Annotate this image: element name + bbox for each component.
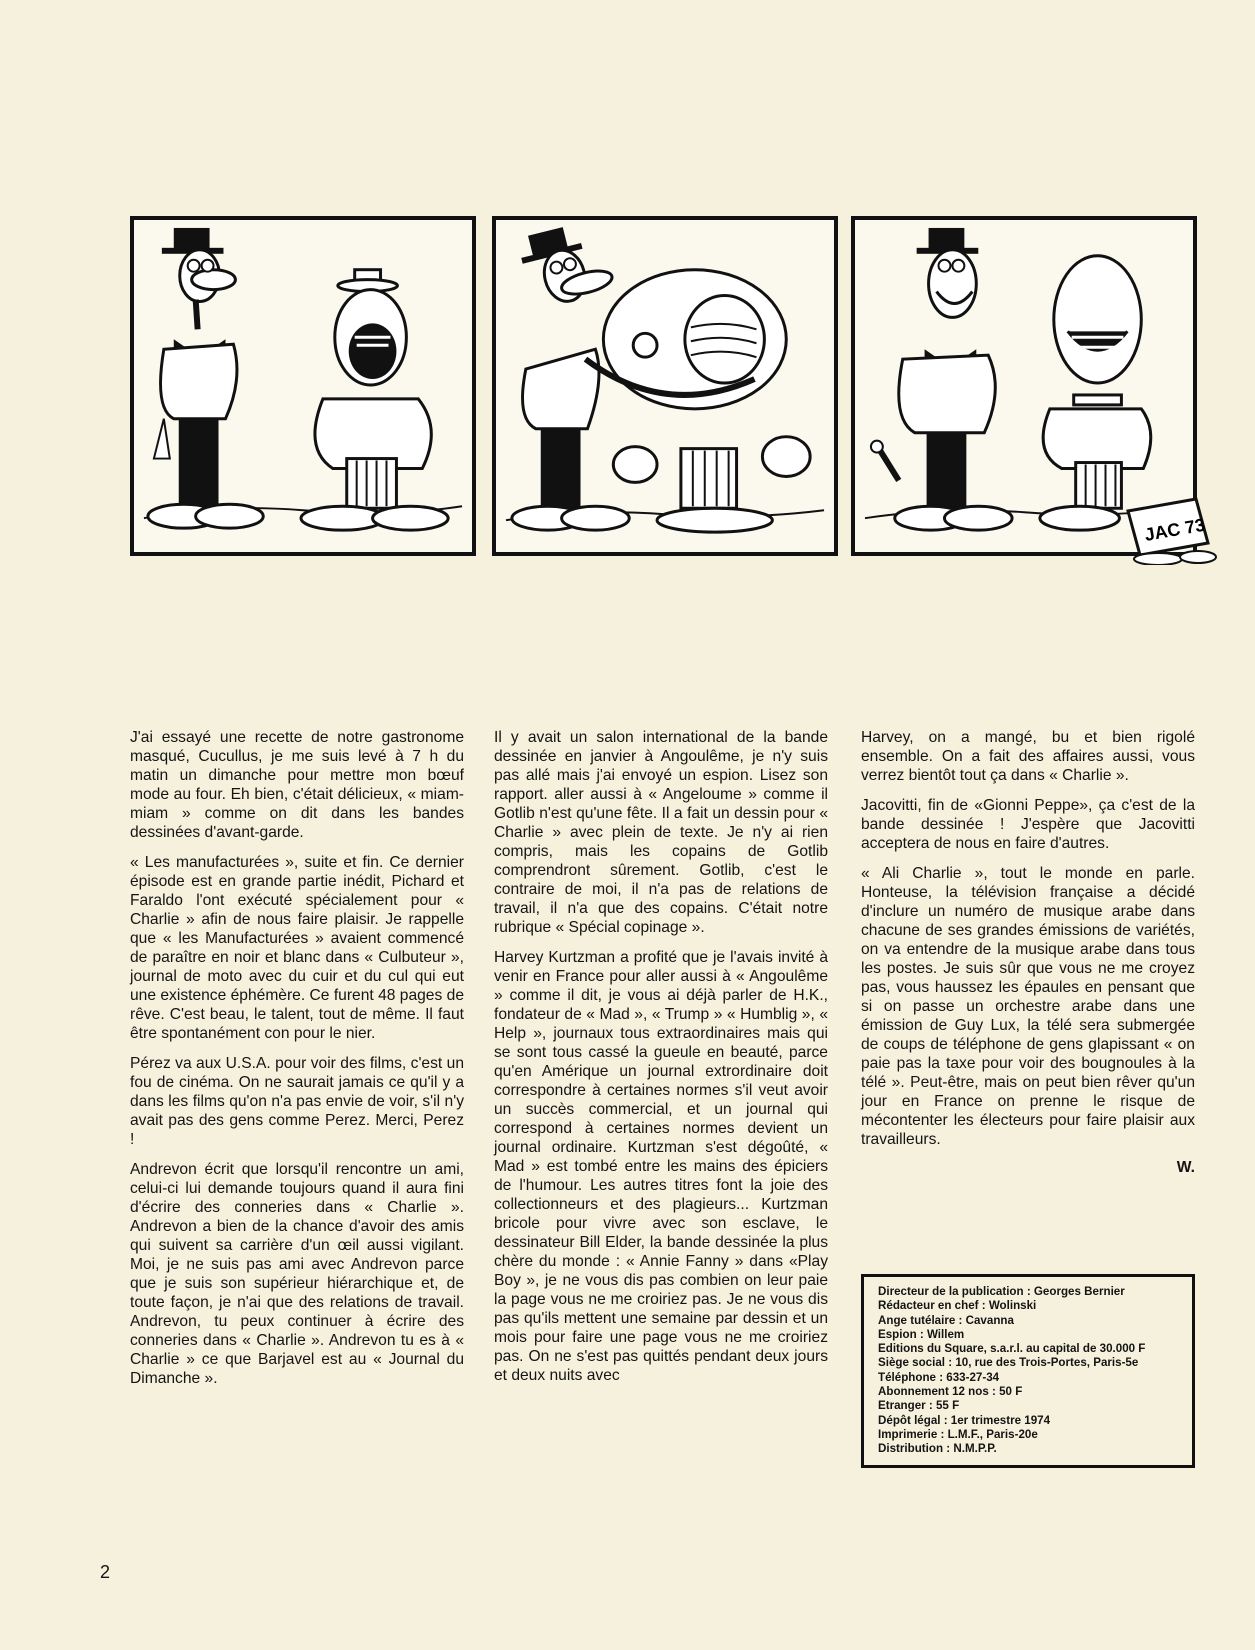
signature-text: JAC 73 xyxy=(1142,514,1207,545)
masthead-box xyxy=(861,1274,1195,1468)
comic-strip xyxy=(130,216,1220,576)
artist-signature xyxy=(1118,493,1218,565)
masthead-line: Imprimerie : L.M.F., Paris-20e xyxy=(878,1427,1038,1441)
masthead-line: Téléphone : 633-27-34 xyxy=(878,1370,1000,1384)
comic-panel-2 xyxy=(492,216,838,556)
paragraph: Harvey, on a mangé, bu et bien rigolé ensemble. On a fait des affaires aussi, vous verrez bientôt tout ça dans « Charlie ». xyxy=(861,729,1195,784)
paragraph: « Ali Charlie », tout le monde en parle. Honteuse, la télévision française a décidé d'inclure un numéro de musique arabe dans chacune de ses grandes émissions de variétés, on va entendre de la musique arabe dans tous les postes. Je suis sûr que vous ne me croyez pas, vous haussez les épaules en pensant que si on passe un orchestre arabe dans une émission de Guy Lux, la télé sera submergée de coups de téléphone de gens glapissant « on paie pas la taxe pour voir des bougnoules à la télé ». Peut-être, mais on peut bien rêver qu'un jour en France on prenne le risque de mécontenter les électeurs pour faire plaisir aux travailleurs. xyxy=(861,865,1195,1148)
masthead-line: Distribution : N.M.P.P. xyxy=(878,1442,997,1456)
paragraph: Jacovitti, fin de «Gionni Peppe», ça c'est de la bande dessinée ! J'espère que Jacovitti acceptera de nous en faire d'autres. xyxy=(861,797,1195,852)
masthead-line: Editions du Square, s.a.r.l. au capital de 30.000 F xyxy=(878,1342,1146,1356)
masthead-line: Etranger : 55 F xyxy=(878,1399,960,1413)
column-1 xyxy=(130,728,464,1399)
masthead-line: Rédacteur en chef : Wolinski xyxy=(878,1299,1037,1313)
paragraph: Pérez va aux U.S.A. pour voir des films, c'est un fou de cinéma. On ne saurait jamais ce qu'il y a dans les films qu'on n'a pas envie de voir, s'il n'y avait pas des gens comme Perez. Merci, Perez ! xyxy=(130,1055,464,1148)
paragraph: Andrevon écrit que lorsqu'il rencontre un ami, celui-ci lui demande toujours quand il aura fini d'écrire des conneries dans « Charlie ». Andrevon a bien de la chance d'avoir des amis qui suivent sa carrière d'un œil aussi vigilant. Moi, je ne suis pas ami avec Andrevon parce que je suis son supérieur hiérarchique et, de toute façon, je n'ai que des relations de travail. Andrevon, tu peux continuer à écrire des conneries dans « Charlie ». Andrevon tu es à « Charlie » ce que Barjavel est au « Journal du Dimanche ». xyxy=(130,1161,464,1387)
masthead-line: Directeur de la publication : Georges Bernier xyxy=(878,1285,1125,1298)
masthead-line: Abonnement 12 nos : 50 F xyxy=(878,1385,1023,1399)
paragraph: Harvey Kurtzman a profité que je l'avais invité à venir en France pour aller aussi à « Angoulême » comme il dit, je vous ai déjà parler de H.K., fondateur de « Mad », « Trump » « Humblig », « Help », journaux tous extraordinaires mais qui se sont tous cassé la gueule en beauté, parce qu'en Amérique un journal extrordinaire doit correspondre à certaines normes s'il veut avoir un succès commercial, et un journal qui correspond à certaines normes devient un journal ordinaire. Kurtzman s'est dégoûté, « Mad » est tombé entre les mains des épiciers de l'humour. Les autres titres font la joie des collectionneurs et des plagieurs... Kurtzman bricole pour vivre avec son esclave, le dessinateur Bill Elder, la bande dessinée la plus chère du monde : « Annie Fanny » dans «Play Boy », je ne vous dis pas combien on leur paie la page vous ne me croiriez pas. Je ne vous dis pas qu'ils mettent une semaine par dessin et un mois pour faire une page vous ne me croiriez pas. On ne s'est pas quittés pendant deux jours et deux nuits avec xyxy=(494,949,828,1384)
paragraph: Il y avait un salon international de la bande dessinée en janvier à Angoulême, je n'y suis pas allé mais j'ai envoyé un espion. Lisez son rapport. aller aussi à « Angeloume » comme il Gotlib n'est qu'une fête. Il a fait un dessin pour « Charlie » avec plein de texte. Je n'y ai rien compris, mais les copains de Gotlib comprendront sûrement. Gotlib, c'est le contraire de moi, il n'a pas de relations de travail, il n'a que des copains. C'était notre rubrique « Spécial copinage ». xyxy=(494,729,828,936)
panel-2-drawing xyxy=(496,220,834,552)
panel-1-drawing xyxy=(134,220,472,552)
column-2 xyxy=(494,728,828,1396)
column-3 xyxy=(861,728,1195,1177)
article-columns xyxy=(130,728,1220,1528)
page-number: 2 xyxy=(100,1562,111,1582)
paragraph: J'ai essayé une recette de notre gastronome masqué, Cucullus, je me suis levé à 7 h du matin un dimanche pour mettre mon bœuf mode au four. Eh bien, c'était délicieux, « miam-miam » comme on dit dans les bandes dessinées d'avant-garde. xyxy=(130,729,464,841)
masthead-line: Siège social : 10, rue des Trois-Portes, Paris-5e xyxy=(878,1356,1139,1370)
masthead-line: Espion : Willem xyxy=(878,1327,965,1341)
paragraph: « Les manufacturées », suite et fin. Ce dernier épisode est en grande partie inédit, Pichard et Faraldo l'ont exécuté spécialement pour « Charlie » afin de nous faire plaisir. Je rappelle que « les Manufacturées » avaient commencé de paraître en noir et blanc dans « Culbuteur », journal de moto avec du cuir et du cul qui eut une existence éphémère. Ce furent 48 pages de rêve. C'est beau, le talent, tout de même. Il faut être spontanément con pour le nier. xyxy=(130,854,464,1042)
masthead-line: Dépôt légal : 1er trimestre 1974 xyxy=(878,1413,1051,1427)
comic-panel-1 xyxy=(130,216,476,556)
author-signature: W. xyxy=(1176,1159,1195,1176)
masthead-line: Ange tutélaire : Cavanna xyxy=(878,1313,1014,1327)
